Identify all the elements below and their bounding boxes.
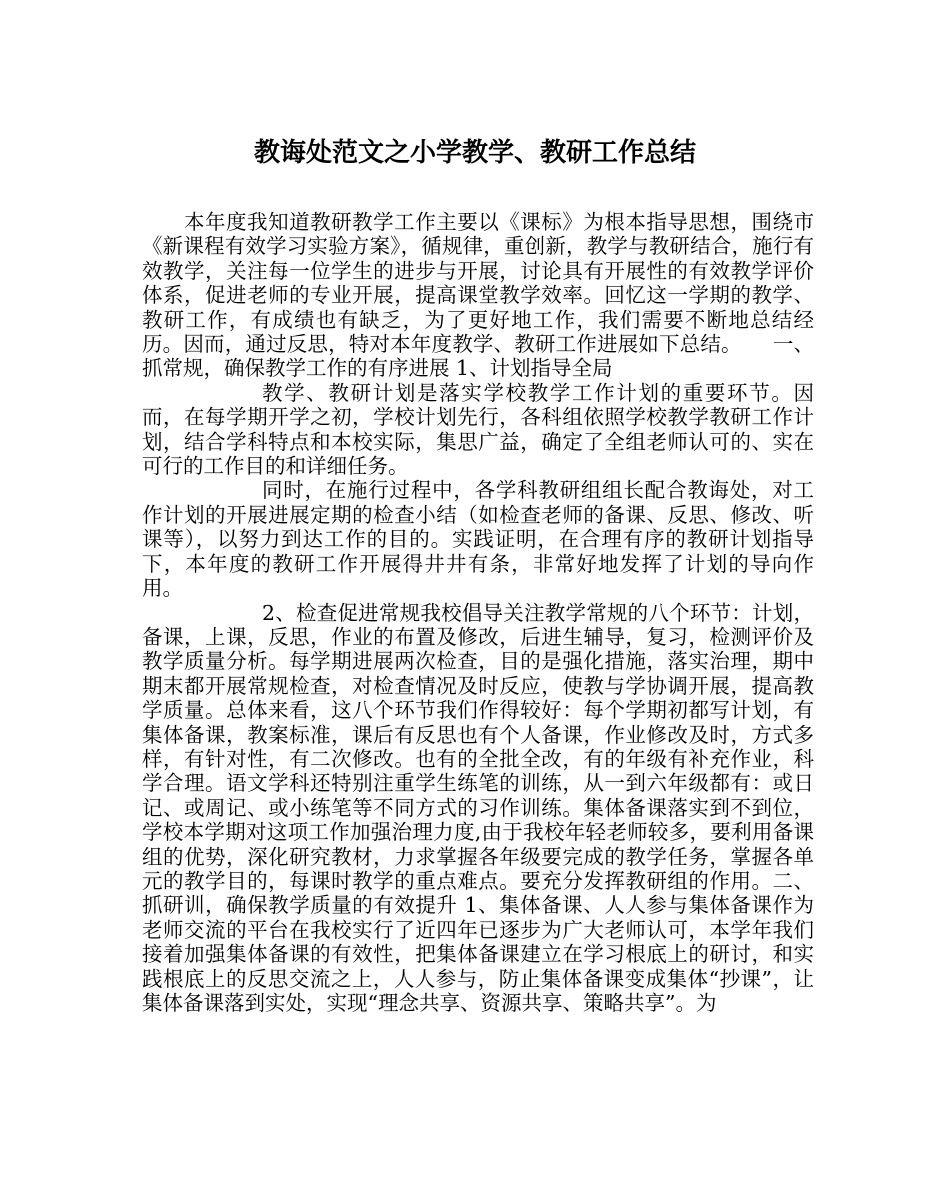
paragraph-inspection: 2、检查促进常规我校倡导关注教学常规的八个环节：计划，备课，上课，反思，作业的布置及修改，后进生辅导，复习，检测评价及教学质量分析。每学期进展两次检查，目的是强化措施，落实治理，期中期末都开展常规检查，对检查情况及时反应，使教与学协调开展，提高教学质量。总体来看，这八个环节我们作得较好：每个学期初都写计划，有集体备课，教案标准，课后有反思也有个人备课，作业修改及时，方式多样，有针对性，有二次修改。也有的全批全改，有的年级有补充作业，科学合理。语文学科还特别注重学生练笔的训练，从一到六年级都有：或日记、或周记、或小练笔等不同方式的习作训练。集体备课落实到不到位，学校本学期对这项工作加强治理力度,由于我校年轻老师较多，要利用备课组的优势，深化研究教材，力求掌握各年级要完成的教学任务，掌握各单元的教学目的，每课时教学的重点难点。要充分发挥教研组的作用。二、抓研训，确保教学质量的有效提升 1、集体备课、人人参与集体备课作为老师交流的平台在我校实行了近四年已逐步为广大老师认可，本学年我们接着加强集体备课的有效性，把集体备课建立在学习根底上的研讨，和实践根底上的反思交流之上，人人参与，防止集体备课变成集体“抄课”，让集体备课落到实处，实现“理念共享、资源共享、策略共享”。为 (142, 600, 814, 1015)
body-text (142, 210, 814, 1015)
paragraph-implementation: 同时，在施行过程中，各学科教研组组长配合教诲处，对工作计划的开展进展定期的检查小结（如检查老师的备课、反思、修改、听课等），以努力到达工作的目的。实践证明，在合理有序的教研计划指导下，本年度的教研工作开展得井井有条，非常好地发挥了计划的导向作用。 (142, 478, 814, 601)
paragraph-plan: 教学、教研计划是落实学校教学工作计划的重要环节。因而，在每学期开学之初，学校计划先行，各科组依照学校教学教研工作计划，结合学科特点和本校实际，集思广益，确定了全组老师认可的、实在可行的工作目的和详细任务。 (142, 380, 814, 479)
paragraph-intro: 本年度我知道教研教学工作主要以《课标》为根本指导思想，围绕市《新课程有效学习实验方案》，循规律，重创新，教学与教研结合，施行有效教学，关注每一位学生的进步与开展，讨论具有开展性的有效教学评价体系，促进老师的专业开展，提高课堂教学效率。回忆这一学期的教学、教研工作，有成绩也有缺乏，为了更好地工作，我们需要不断地总结经历。因而，通过反思，特对本年度教学、教研工作进展如下总结。 一、抓常规，确保教学工作的有序进展 1、计划指导全局 (142, 210, 814, 381)
page-title: 教诲处范文之小学教学、教研工作总结 (253, 138, 696, 168)
